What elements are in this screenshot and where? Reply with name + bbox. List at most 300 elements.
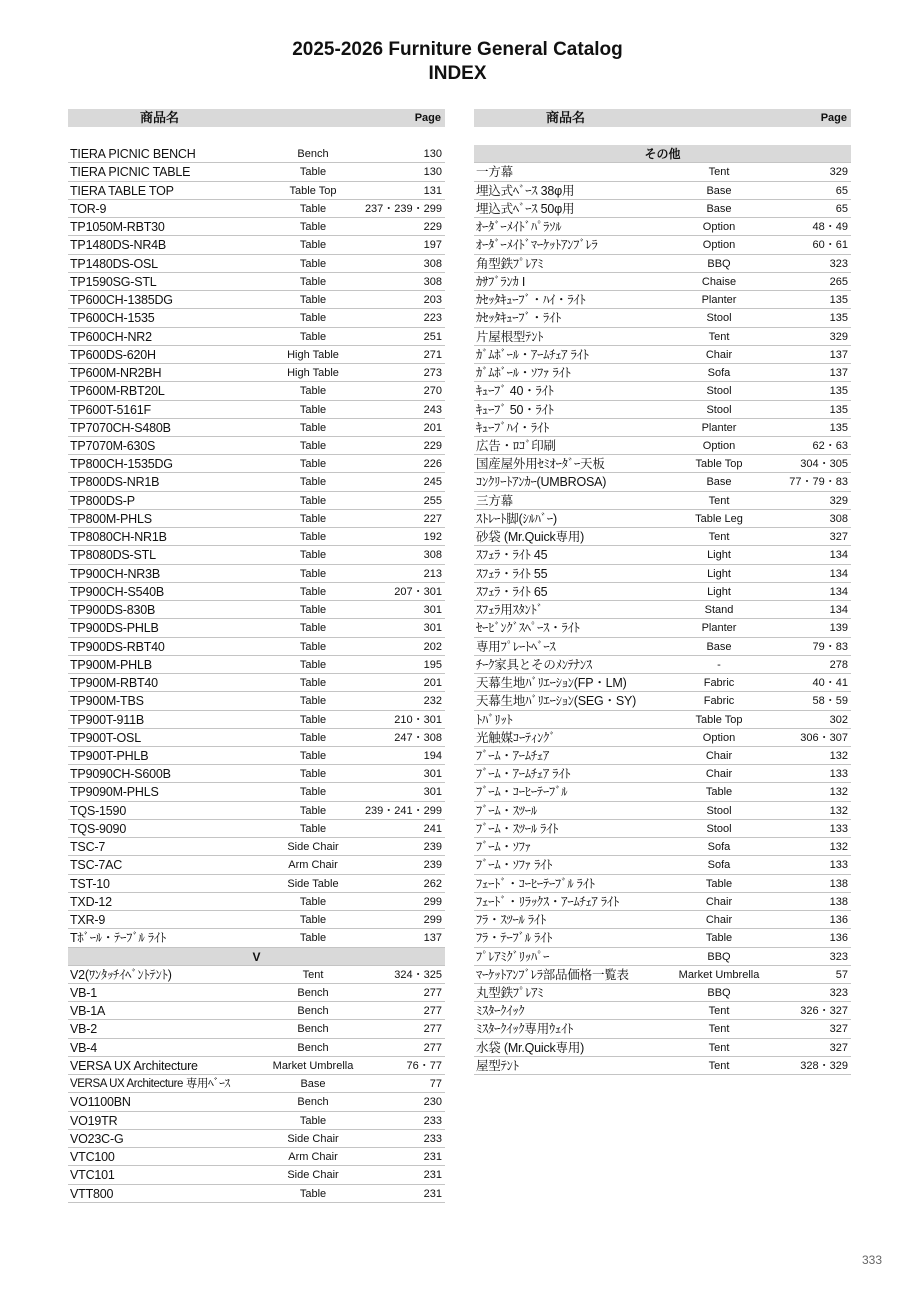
table-row [68, 565, 445, 583]
product-name: TXD-12 [70, 894, 112, 909]
table-row [474, 1020, 851, 1038]
table-row [474, 783, 851, 801]
table-row [68, 546, 445, 564]
product-name: VB-1A [70, 1004, 106, 1019]
product-category: Table [299, 294, 327, 307]
page-reference: 245 [423, 476, 442, 489]
product-name: ｷｭｰﾌﾞ 50・ﾗｲﾄ [476, 402, 554, 417]
page-reference: 76・77 [406, 1059, 442, 1072]
page-reference: 137 [423, 932, 442, 945]
table-row [68, 255, 445, 273]
table-row [68, 856, 445, 874]
product-category: Table [299, 439, 327, 452]
page-reference: 262 [423, 877, 442, 890]
page-reference: 237・239・299 [364, 202, 442, 215]
page-reference: 65 [835, 202, 848, 215]
table-row [68, 200, 445, 218]
page-reference: 135 [829, 312, 848, 325]
product-name: TP600DS-620H [70, 347, 156, 362]
product-category: Light [707, 567, 731, 580]
page-reference: 308 [423, 275, 442, 288]
product-name: TP900M-PHLB [70, 657, 152, 672]
table-row [474, 838, 851, 856]
product-name: TP800DS-P [70, 493, 135, 508]
page-reference: 302 [829, 713, 848, 726]
product-name: 水袋 (Mr.Quick専用) [476, 1040, 585, 1055]
section-label: その他 [644, 147, 681, 162]
page-reference: 323 [829, 257, 848, 270]
table-row [68, 1148, 445, 1166]
table-row [474, 619, 851, 637]
product-name: TP7070CH-S480B [70, 420, 171, 435]
table-row [68, 309, 445, 327]
page-reference: 201 [423, 421, 442, 434]
product-name: 天幕生地ﾊﾞﾘｴｰｼｮﾝ(FP・LM) [476, 676, 627, 691]
page-reference: 136 [829, 914, 848, 927]
product-category: Table [299, 202, 327, 215]
product-name: ﾌﾗ・ｽﾂｰﾙ ﾗｲﾄ [476, 913, 547, 928]
product-category: BBQ [707, 987, 731, 1000]
page-reference: 197 [423, 239, 442, 252]
header-spacer [474, 127, 851, 145]
page-reference: 40・41 [812, 677, 848, 690]
product-name: ﾌﾞｰﾑ・ｿﾌｧ [476, 840, 531, 855]
page-reference: 48・49 [812, 221, 848, 234]
product-category: Table Top [695, 713, 743, 726]
product-category: Table [299, 494, 327, 507]
page-reference: 195 [423, 658, 442, 671]
product-name: ｽﾌｪﾗ用ｽﾀﾝﾄﾞ [476, 603, 543, 618]
table-row [474, 583, 851, 601]
page-reference: 323 [829, 987, 848, 1000]
product-name: ﾌﾗ・ﾃｰﾌﾞﾙ ﾗｲﾄ [476, 931, 553, 946]
product-name: TP9090M-PHLS [70, 785, 159, 800]
page-reference: 226 [423, 458, 442, 471]
product-name: TIERA TABLE TOP [70, 183, 174, 198]
table-row [68, 601, 445, 619]
table-row [68, 1166, 445, 1184]
table-row [474, 437, 851, 455]
product-category: Stool [706, 385, 732, 398]
table-row [474, 966, 851, 984]
page-reference: 233 [423, 1114, 442, 1127]
product-name: TOR-9 [70, 201, 107, 216]
product-category: Light [707, 549, 731, 562]
product-category: Arm Chair [288, 859, 338, 872]
product-category: Side Chair [287, 1169, 339, 1182]
table-row [474, 364, 851, 382]
page-reference: 231 [423, 1169, 442, 1182]
page-reference: 137 [829, 367, 848, 380]
product-name: TP600M-RBT20L [70, 384, 165, 399]
table-row [474, 802, 851, 820]
page-reference: 324・325 [394, 968, 442, 981]
page-reference: 136 [829, 932, 848, 945]
table-row [68, 711, 445, 729]
page-reference: 265 [829, 275, 848, 288]
table-row [474, 929, 851, 947]
page-reference: 299 [423, 895, 442, 908]
page-reference: 132 [829, 804, 848, 817]
product-category: BBQ [707, 257, 731, 270]
product-category: Table [299, 677, 327, 690]
product-category: Chair [705, 749, 733, 762]
table-row [474, 1057, 851, 1075]
page-reference: 135 [829, 385, 848, 398]
page-reference: 137 [829, 348, 848, 361]
table-row [68, 820, 445, 838]
product-category: Table [299, 166, 327, 179]
page-reference: 134 [829, 567, 848, 580]
product-name: TP900DS-RBT40 [70, 639, 165, 654]
table-row [474, 163, 851, 181]
product-name: 埋込式ﾍﾞｰｽ 38φ用 [476, 183, 575, 198]
product-name: V2(ﾜﾝﾀｯﾁｲﾍﾞﾝﾄﾃﾝﾄ) [70, 967, 172, 982]
page-reference: 232 [423, 695, 442, 708]
page-reference: 323 [829, 950, 848, 963]
product-name: ﾌｪｰﾄﾞ・ﾘﾗｯｸｽ・ｱｰﾑﾁｪｱ ﾗｲﾄ [476, 894, 620, 909]
title-line-1: 2025-2026 Furniture General Catalog [292, 39, 623, 60]
table-row [474, 455, 851, 473]
page-reference: 327 [829, 1041, 848, 1054]
page-reference: 308 [829, 512, 848, 525]
product-category: Stool [706, 804, 732, 817]
table-row [68, 163, 445, 181]
page-reference: 213 [423, 567, 442, 580]
table-row [68, 583, 445, 601]
product-category: Table [299, 531, 327, 544]
product-category: Table [299, 804, 327, 817]
product-category: Table [299, 731, 327, 744]
product-category: Base [706, 184, 732, 197]
page-reference: 278 [829, 658, 848, 671]
index-column-left [68, 109, 445, 1203]
table-row [474, 911, 851, 929]
page-reference: 132 [829, 841, 848, 854]
table-row [68, 1112, 445, 1130]
product-category: Table [299, 768, 327, 781]
table-row [68, 729, 445, 747]
index-column-right [474, 109, 851, 1075]
product-name: TP1480DS-NR4B [70, 238, 167, 253]
table-row [474, 236, 851, 254]
page-reference: 277 [423, 1041, 442, 1054]
page-reference: 299 [423, 914, 442, 927]
page-reference: 131 [423, 184, 442, 197]
product-name: TP900CH-S540B [70, 584, 164, 599]
section-label: V [252, 949, 261, 964]
product-category: Base [300, 1078, 326, 1091]
table-row [68, 638, 445, 656]
product-name: TP600CH-1535 [70, 311, 155, 326]
product-category: Stool [706, 822, 732, 835]
table-row [68, 328, 445, 346]
table-row [474, 747, 851, 765]
product-category: Chair [705, 895, 733, 908]
table-row [68, 1130, 445, 1148]
page-reference: 229 [423, 221, 442, 234]
product-name: ﾌﾟﾚｱﾐｸﾞﾘｯﾊﾟｰ [476, 949, 550, 964]
table-row [474, 1002, 851, 1020]
product-name: TIERA PICNIC BENCH [70, 147, 196, 162]
table-row [68, 619, 445, 637]
product-category: Chaise [701, 275, 737, 288]
product-name: VB-2 [70, 1022, 97, 1037]
product-category: Tent [708, 1023, 730, 1036]
page-reference: 207・301 [394, 585, 442, 598]
product-name: VERSA UX Architecture 専用ﾍﾞｰｽ [70, 1078, 230, 1091]
product-name: Tﾎﾞｰﾙ・ﾃｰﾌﾞﾙ ﾗｲﾄ [70, 931, 167, 946]
product-category: Chair [705, 768, 733, 781]
page-reference: 308 [423, 549, 442, 562]
page-reference: 134 [829, 604, 848, 617]
page-reference: 134 [829, 549, 848, 562]
product-category: Table [299, 713, 327, 726]
product-name: ﾐｽﾀｰｸｲｯｸ [476, 1004, 525, 1019]
product-category: Table [299, 822, 327, 835]
page-number: 333 [862, 1253, 883, 1267]
product-name: TP600CH-1385DG [70, 293, 173, 308]
page-reference: 133 [829, 768, 848, 781]
page-reference: 202 [423, 640, 442, 653]
product-name: 専用ﾌﾟﾚｰﾄﾍﾞｰｽ [476, 639, 556, 654]
page-reference: 301 [423, 604, 442, 617]
product-name: 砂袋 (Mr.Quick専用) [476, 530, 585, 545]
table-row [68, 1039, 445, 1057]
section-header [68, 948, 445, 966]
product-category: Light [707, 585, 731, 598]
product-category: Table [299, 330, 327, 343]
page-reference: 139 [829, 622, 848, 635]
product-name: ｵｰﾀﾞｰﾒｲﾄﾞﾊﾟﾗｿﾙ [476, 220, 562, 235]
page-reference: 192 [423, 531, 442, 544]
product-name: ﾄﾊﾞﾘｯﾄ [476, 712, 513, 727]
page-reference: 255 [423, 494, 442, 507]
product-category: Table [299, 312, 327, 325]
page-reference: 134 [829, 585, 848, 598]
product-name: TP900T-OSL [70, 730, 141, 745]
product-name: ﾌﾞｰﾑ・ｿﾌｧ ﾗｲﾄ [476, 858, 553, 873]
page-reference: 273 [423, 367, 442, 380]
table-row [68, 437, 445, 455]
product-category: Table [299, 1187, 327, 1200]
table-row [474, 382, 851, 400]
product-name: VERSA UX Architecture [70, 1058, 198, 1073]
table-row [474, 820, 851, 838]
product-category: High Table [287, 367, 339, 380]
page-reference: 239 [423, 859, 442, 872]
product-name: TP600CH-NR2 [70, 329, 152, 344]
page-reference: 79・83 [812, 640, 848, 653]
product-category: Table [299, 421, 327, 434]
product-category: Bench [297, 987, 329, 1000]
table-row [68, 473, 445, 491]
product-name: 国産屋外用ｾﾐｵｰﾀﾞｰ天板 [476, 457, 605, 472]
table-row [474, 273, 851, 291]
product-category: Option [702, 221, 736, 234]
table-row [68, 802, 445, 820]
product-name: VTC101 [70, 1168, 115, 1183]
table-row [68, 182, 445, 200]
product-category: Table [299, 239, 327, 252]
column-header [68, 109, 445, 127]
product-category: Planter [701, 622, 737, 635]
page-reference: 277 [423, 1005, 442, 1018]
product-name: ﾐｽﾀｰｸｲｯｸ専用ｳｪｲﾄ [476, 1022, 574, 1037]
table-row [474, 291, 851, 309]
product-name: TP900T-PHLB [70, 748, 149, 763]
page-reference: 329 [829, 494, 848, 507]
table-row [474, 401, 851, 419]
product-name: TSC-7AC [70, 858, 123, 873]
table-row [474, 528, 851, 546]
product-name: TP600M-NR2BH [70, 366, 162, 381]
product-category: Table [299, 385, 327, 398]
table-row [474, 419, 851, 437]
product-name: ｺﾝｸﾘｰﾄｱﾝｶｰ(UMBROSA) [476, 475, 607, 490]
table-row [474, 948, 851, 966]
table-row [68, 1075, 445, 1093]
table-row [68, 528, 445, 546]
product-category: Table [299, 749, 327, 762]
product-category: Bench [297, 1023, 329, 1036]
page-reference: 201 [423, 677, 442, 690]
product-name: 埋込式ﾍﾞｰｽ 50φ用 [476, 201, 575, 216]
product-category: Chair [705, 914, 733, 927]
table-row [68, 346, 445, 364]
product-category: Stool [706, 312, 732, 325]
page-reference: 301 [423, 622, 442, 635]
product-name: TP1480DS-OSL [70, 256, 158, 271]
product-name: TP9090CH-S600B [70, 767, 171, 782]
product-name: ｶﾞﾑﾎﾞｰﾙ・ｿﾌｧ ﾗｲﾄ [476, 366, 571, 381]
table-row [68, 419, 445, 437]
product-category: High Table [287, 348, 339, 361]
product-category: Table [299, 914, 327, 927]
product-category: Tent [708, 494, 730, 507]
product-category: Table [299, 695, 327, 708]
section-header [474, 145, 851, 163]
product-category: Table Top [289, 184, 337, 197]
page-reference: 328・329 [800, 1059, 848, 1072]
product-name: TP900CH-NR3B [70, 566, 160, 581]
product-name: 片屋根型ﾃﾝﾄ [476, 329, 544, 344]
product-category: Tent [708, 531, 730, 544]
product-name: TP800CH-1535DG [70, 457, 173, 472]
product-category: Option [702, 731, 736, 744]
product-name: VO1100BN [70, 1095, 131, 1110]
table-row [474, 510, 851, 528]
page-reference: 329 [829, 330, 848, 343]
product-name: 一方幕 [476, 165, 513, 180]
table-row [68, 984, 445, 1002]
product-category: Table [299, 476, 327, 489]
header-spacer [68, 127, 445, 145]
page-reference: 135 [829, 421, 848, 434]
product-name: 屋型ﾃﾝﾄ [476, 1058, 519, 1073]
catalog-title [0, 38, 915, 86]
page-reference: 271 [423, 348, 442, 361]
table-row [474, 182, 851, 200]
page-reference: 132 [829, 749, 848, 762]
page-reference: 329 [829, 166, 848, 179]
product-name: ｵｰﾀﾞｰﾒｲﾄﾞﾏｰｹｯﾄｱﾝﾌﾞﾚﾗ [476, 238, 598, 253]
table-row [68, 218, 445, 236]
product-name: TP600T-5161F [70, 402, 151, 417]
table-row [474, 984, 851, 1002]
page-reference: 133 [829, 859, 848, 872]
page-reference: 301 [423, 768, 442, 781]
page-reference: 327 [829, 1023, 848, 1036]
product-name: TP900M-RBT40 [70, 676, 158, 691]
table-row [68, 911, 445, 929]
page-reference: 62・63 [812, 439, 848, 452]
page-reference: 223 [423, 312, 442, 325]
product-name: ｷｭｰﾌﾞ 40・ﾗｲﾄ [476, 384, 554, 399]
product-name: TIERA PICNIC TABLE [70, 165, 191, 180]
page-reference: 251 [423, 330, 442, 343]
product-name: TQS-9090 [70, 821, 127, 836]
table-row [474, 765, 851, 783]
product-category: Sofa [707, 367, 731, 380]
product-category: Table [299, 585, 327, 598]
product-name: ﾌﾞｰﾑ・ｽﾂｰﾙ [476, 803, 537, 818]
table-row [68, 783, 445, 801]
product-name: ｽﾌｪﾗ・ﾗｲﾄ 45 [476, 548, 548, 563]
product-category: Planter [701, 421, 737, 434]
product-category: Chair [705, 348, 733, 361]
product-name: VTT800 [70, 1186, 114, 1201]
table-row [474, 893, 851, 911]
product-name: TP800M-PHLS [70, 511, 152, 526]
product-name: TXR-9 [70, 913, 106, 928]
page-reference: 130 [423, 166, 442, 179]
product-category: Table [299, 932, 327, 945]
product-name: TP8080DS-STL [70, 548, 156, 563]
product-name: TP8080CH-NR1B [70, 530, 167, 545]
table-row [474, 1039, 851, 1057]
table-row [68, 1002, 445, 1020]
product-name: TQS-1590 [70, 803, 127, 818]
title-line-2: INDEX [428, 63, 487, 84]
table-row [68, 1020, 445, 1038]
header-product-name: 商品名 [546, 110, 586, 125]
page-reference: 229 [423, 439, 442, 452]
table-row [474, 656, 851, 674]
product-category: Planter [701, 294, 737, 307]
table-row [68, 291, 445, 309]
product-name: ｷｭｰﾌﾞﾊｲ・ﾗｲﾄ [476, 420, 550, 435]
product-category: Sofa [707, 859, 731, 872]
page-reference: 58・59 [812, 695, 848, 708]
product-name: 広告・ﾛｺﾞ印刷 [476, 438, 556, 453]
page-reference: 60・61 [812, 239, 848, 252]
table-row [474, 856, 851, 874]
page-reference: 277 [423, 1023, 442, 1036]
product-category: Bench [297, 1041, 329, 1054]
table-row [68, 747, 445, 765]
page-reference: 301 [423, 786, 442, 799]
product-name: ﾌﾞｰﾑ・ｱｰﾑﾁｪｱ [476, 748, 550, 763]
product-category: Table [299, 786, 327, 799]
product-name: 天幕生地ﾊﾞﾘｴｰｼｮﾝ(SEG・SY) [476, 694, 637, 709]
product-category: Tent [708, 166, 730, 179]
product-category: Side Table [287, 877, 339, 890]
product-category: Arm Chair [288, 1151, 338, 1164]
page-reference: 233 [423, 1132, 442, 1145]
product-name: VO23C-G [70, 1131, 124, 1146]
product-category: Table [299, 640, 327, 653]
